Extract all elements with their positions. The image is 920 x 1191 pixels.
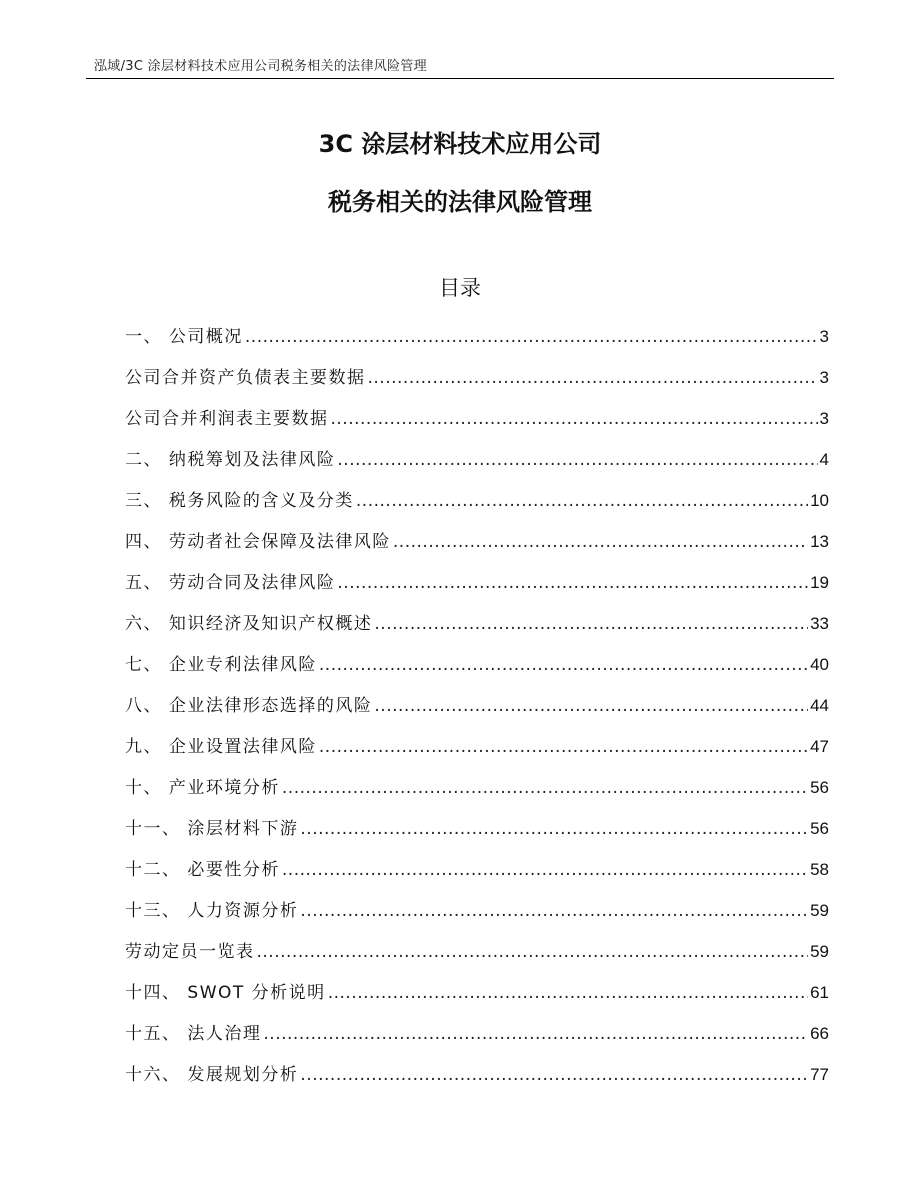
- toc-entry-page: 4: [819, 450, 829, 469]
- toc-entry[interactable]: [125, 897, 829, 938]
- toc-entry-label: 十四、 SWOT 分析说明: [125, 983, 326, 1003]
- toc-entry[interactable]: [125, 405, 829, 446]
- document-title-line-1: 3C 涂层材料技术应用公司: [318, 130, 602, 158]
- toc-entry[interactable]: [125, 610, 829, 651]
- toc-entry[interactable]: [125, 651, 829, 692]
- toc-entry-label: 二、 纳税筹划及法律风险: [125, 450, 336, 470]
- toc-entry-label: 十二、 必要性分析: [125, 860, 280, 880]
- toc-entry-page: 33: [810, 614, 829, 633]
- toc-entry[interactable]: [125, 938, 829, 979]
- toc-entry-page: 10: [810, 491, 829, 510]
- toc-entry-label: 六、 知识经济及知识产权概述: [125, 614, 373, 634]
- toc-entry[interactable]: [125, 774, 829, 815]
- toc-dot-leader: [282, 774, 808, 802]
- toc-entry-label: 十五、 法人治理: [125, 1024, 262, 1044]
- toc-entry-page: 66: [810, 1024, 829, 1043]
- toc-dot-leader: [368, 364, 818, 392]
- toc-entry-label: 十、 产业环境分析: [125, 778, 280, 798]
- running-header: 泓域/3C 涂层材料技术应用公司税务相关的法律风险管理: [94, 59, 427, 74]
- toc-entry[interactable]: [125, 856, 829, 897]
- toc-dot-leader: [300, 897, 808, 925]
- table-of-contents: [125, 323, 829, 1102]
- toc-entry-label: 八、 企业法律形态选择的风险: [125, 696, 373, 716]
- toc-dot-leader: [328, 979, 808, 1007]
- toc-entry-label: 三、 税务风险的含义及分类: [125, 491, 354, 511]
- toc-dot-leader: [245, 323, 818, 351]
- toc-dot-leader: [331, 405, 818, 433]
- toc-entry[interactable]: [125, 528, 829, 569]
- toc-entry-page: 47: [810, 737, 829, 756]
- toc-dot-leader: [300, 1061, 808, 1089]
- toc-entry[interactable]: [125, 1061, 829, 1102]
- toc-entry[interactable]: [125, 979, 829, 1020]
- toc-dot-leader: [263, 1020, 808, 1048]
- toc-dot-leader: [300, 815, 808, 843]
- toc-entry[interactable]: [125, 569, 829, 610]
- toc-entry-page: 77: [810, 1065, 829, 1084]
- header-divider: [86, 78, 834, 79]
- toc-entry-page: 3: [819, 409, 829, 428]
- toc-entry-label: 一、 公司概况: [125, 327, 243, 347]
- toc-entry[interactable]: [125, 323, 829, 364]
- toc-entry-label: 四、 劳动者社会保障及法律风险: [125, 532, 391, 552]
- toc-entry-label: 公司合并利润表主要数据: [125, 409, 329, 429]
- toc-entry-label: 七、 企业专利法律风险: [125, 655, 317, 675]
- toc-entry-label: 十六、 发展规划分析: [125, 1065, 299, 1085]
- toc-entry-page: 59: [810, 901, 829, 920]
- toc-entry-page: 3: [819, 327, 829, 346]
- toc-entry-page: 56: [810, 778, 829, 797]
- toc-dot-leader: [374, 610, 808, 638]
- toc-entry-page: 40: [810, 655, 829, 674]
- toc-entry-label: 公司合并资产负债表主要数据: [125, 368, 366, 388]
- toc-entry[interactable]: [125, 487, 829, 528]
- toc-dot-leader: [393, 528, 808, 556]
- toc-dot-leader: [337, 569, 808, 597]
- toc-entry[interactable]: [125, 1020, 829, 1061]
- toc-entry-page: 3: [819, 368, 829, 387]
- toc-entry-label: 五、 劳动合同及法律风险: [125, 573, 336, 593]
- toc-dot-leader: [257, 938, 809, 966]
- toc-dot-leader: [282, 856, 808, 884]
- toc-dot-leader: [356, 487, 808, 515]
- toc-entry-page: 59: [810, 942, 829, 961]
- document-title-line-2: 税务相关的法律风险管理: [328, 188, 592, 216]
- toc-dot-leader: [319, 651, 808, 679]
- toc-entry-label: 劳动定员一览表: [125, 942, 255, 962]
- toc-entry[interactable]: [125, 733, 829, 774]
- toc-entry[interactable]: [125, 815, 829, 856]
- toc-entry[interactable]: [125, 364, 829, 405]
- toc-dot-leader: [337, 446, 817, 474]
- toc-entry-page: 56: [810, 819, 829, 838]
- toc-entry-page: 13: [810, 532, 829, 551]
- toc-dot-leader: [319, 733, 808, 761]
- toc-dot-leader: [374, 692, 808, 720]
- toc-entry[interactable]: [125, 692, 829, 733]
- toc-entry-label: 十一、 涂层材料下游: [125, 819, 299, 839]
- toc-entry-page: 58: [810, 860, 829, 879]
- toc-entry-page: 61: [810, 983, 829, 1002]
- toc-entry[interactable]: [125, 446, 829, 487]
- toc-entry-label: 九、 企业设置法律风险: [125, 737, 317, 757]
- toc-entry-label: 十三、 人力资源分析: [125, 901, 299, 921]
- toc-heading: 目录: [439, 276, 481, 300]
- toc-entry-page: 44: [810, 696, 829, 715]
- toc-entry-page: 19: [810, 573, 829, 592]
